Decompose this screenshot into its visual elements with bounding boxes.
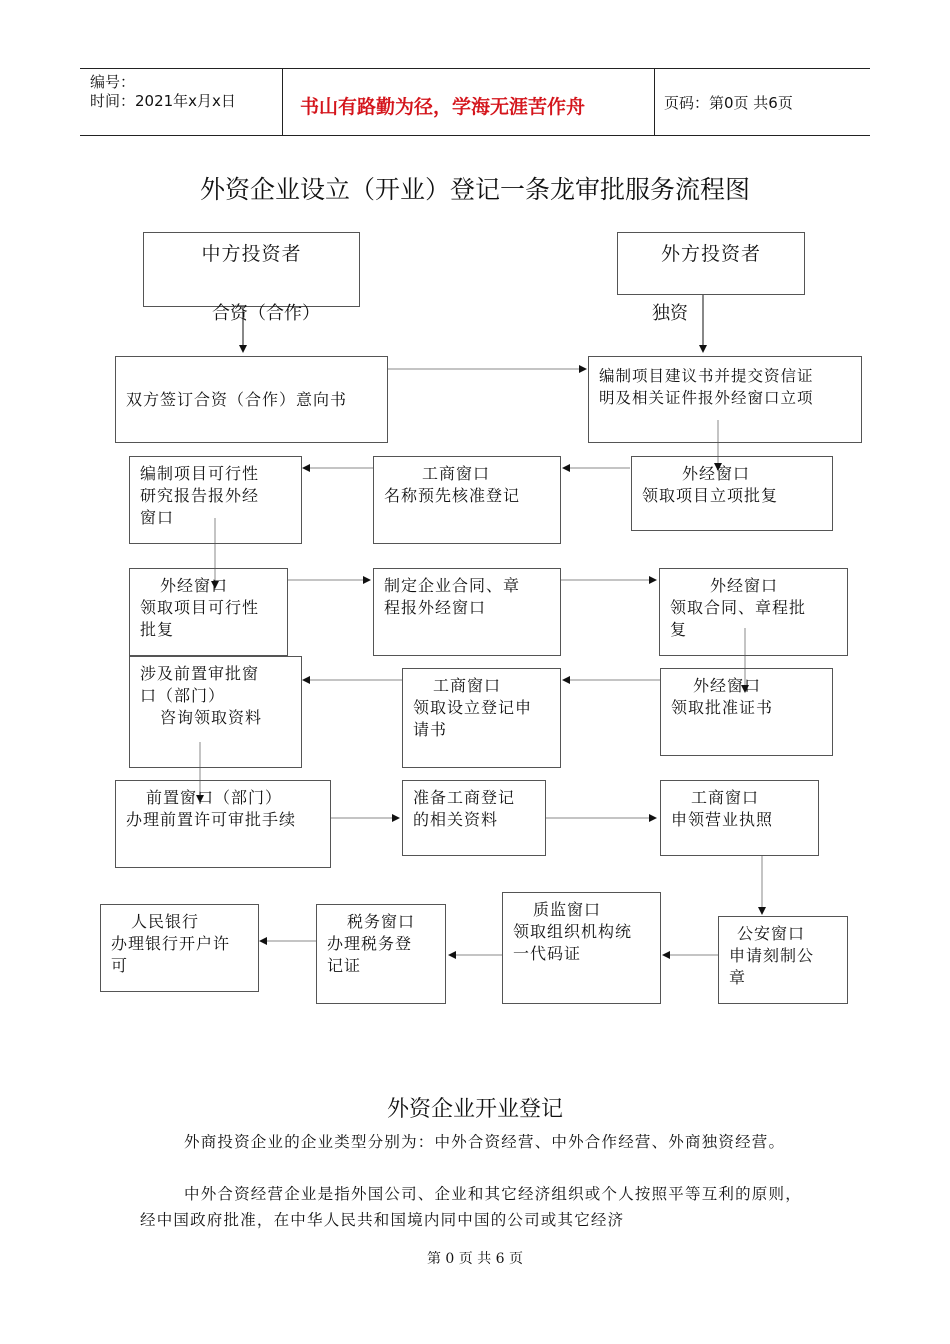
approval-contract-line: 复 [670, 620, 688, 639]
paragraph: 外商投资企业的企业类型分别为：中外合资经营、中外合作经营、外商独资经营。 [184, 1133, 786, 1151]
quality-line: 质监窗口 [533, 900, 602, 919]
proposal-box [588, 356, 862, 443]
name-check-line: 工商窗口 [422, 464, 491, 483]
contract-box [373, 568, 561, 656]
registration-form-line: 请书 [413, 720, 448, 739]
approval-contract-box [659, 568, 848, 656]
consult-line: 涉及前置审批窗 [140, 664, 260, 683]
approval-contract-line: 外经窗口 [710, 576, 779, 595]
proposal-line: 编制项目建议书并提交资信证 [599, 367, 814, 385]
bank-box [100, 904, 259, 992]
quality-box [502, 892, 661, 1004]
tax-line: 税务窗口 [347, 912, 416, 931]
contract-line: 制定企业合同、章 [384, 576, 521, 595]
approval-feasibility-box [129, 568, 288, 656]
chinese-investor-box [143, 232, 360, 307]
approval-proposal-line: 领取项目立项批复 [642, 486, 779, 505]
chinese-investor-label: 中方投资者 [201, 243, 302, 265]
registration-form-line: 工商窗口 [433, 676, 502, 695]
approval-proposal-line: 外经窗口 [682, 464, 751, 483]
registration-form-box [402, 668, 561, 768]
wfoe-label: 独资 [652, 303, 688, 324]
foreign-investor-box [617, 232, 805, 295]
consult-line: 口（部门） [140, 686, 226, 705]
bank-line: 人民银行 [131, 912, 200, 931]
tax-line: 办理税务登 [327, 934, 413, 953]
date-label: 时间：2021年x月x日 [90, 92, 236, 110]
page-title: 外资企业设立（开业）登记一条龙审批服务流程图 [199, 175, 750, 204]
police-box [718, 916, 848, 1004]
approval-contract-line: 领取合同、章程批 [670, 598, 807, 617]
feasibility-line: 窗口 [140, 508, 175, 527]
tax-line: 记证 [327, 956, 362, 975]
consult-line: 咨询领取资料 [160, 708, 263, 727]
pre-approval-line: 办理前置许可审批手续 [126, 810, 297, 829]
prepare-docs-line: 的相关资料 [413, 810, 499, 829]
pre-approval-line: 前置窗口（部门） [146, 788, 283, 807]
intent-line: 双方签订合资（合作）意向书 [126, 390, 348, 409]
page-footer: 第 0 页 共 6 页 [426, 1251, 524, 1267]
police-line: 公安窗口 [737, 924, 806, 943]
bank-line: 可 [111, 956, 129, 975]
registration-form-line: 领取设立登记申 [413, 698, 533, 717]
approval-feasibility-line: 领取项目可行性 [140, 598, 260, 617]
feasibility-line: 研究报告报外经 [140, 486, 260, 505]
feasibility-box [129, 456, 302, 544]
police-line: 章 [729, 968, 747, 987]
joint-venture-label: 合资（合作） [212, 303, 320, 324]
serial-label: 编号： [90, 73, 136, 91]
quality-line: 一代码证 [513, 944, 582, 963]
bank-line: 办理银行开户许 [111, 934, 231, 953]
police-line: 申请刻制公 [729, 946, 815, 965]
pre-approval-box [115, 780, 331, 868]
quality-line: 领取组织机构统 [513, 922, 633, 941]
name-check-line: 名称预先核准登记 [384, 486, 521, 505]
approval-feasibility-line: 外经窗口 [160, 576, 229, 595]
feasibility-line: 编制项目可行性 [140, 464, 260, 483]
page-label: 页码：第0页 共6页 [664, 94, 793, 112]
certificate-line: 领取批准证书 [671, 698, 774, 717]
pre-approval-consult-box [129, 656, 302, 768]
prepare-docs-line: 准备工商登记 [413, 788, 516, 807]
foreign-investor-label: 外方投资者 [660, 243, 761, 265]
certificate-box [660, 668, 833, 756]
name-check-box [373, 456, 561, 544]
paragraph: 中外合资经营企业是指外国公司、企业和其它经济组织或个人按照平等互利的原则，经中国政府批准，在中华人民共和国境内同中国的公司或其它经济 [140, 1185, 802, 1229]
proposal-line: 明及相关证件报外经窗口立项 [599, 389, 814, 407]
approval-feasibility-line: 批复 [140, 620, 175, 639]
intent-box [115, 356, 388, 443]
motto: 书山有路勤为径，学海无涯苦作舟 [300, 96, 586, 118]
business-license-line: 工商窗口 [691, 788, 760, 807]
approval-proposal-box [631, 456, 833, 531]
certificate-line: 外经窗口 [693, 676, 762, 695]
business-license-box [660, 780, 819, 856]
business-license-line: 申领营业执照 [671, 810, 774, 829]
tax-box [316, 904, 446, 1004]
section-title: 外资企业开业登记 [386, 1097, 563, 1122]
contract-line: 程报外经窗口 [384, 598, 487, 617]
prepare-docs-box [402, 780, 546, 856]
